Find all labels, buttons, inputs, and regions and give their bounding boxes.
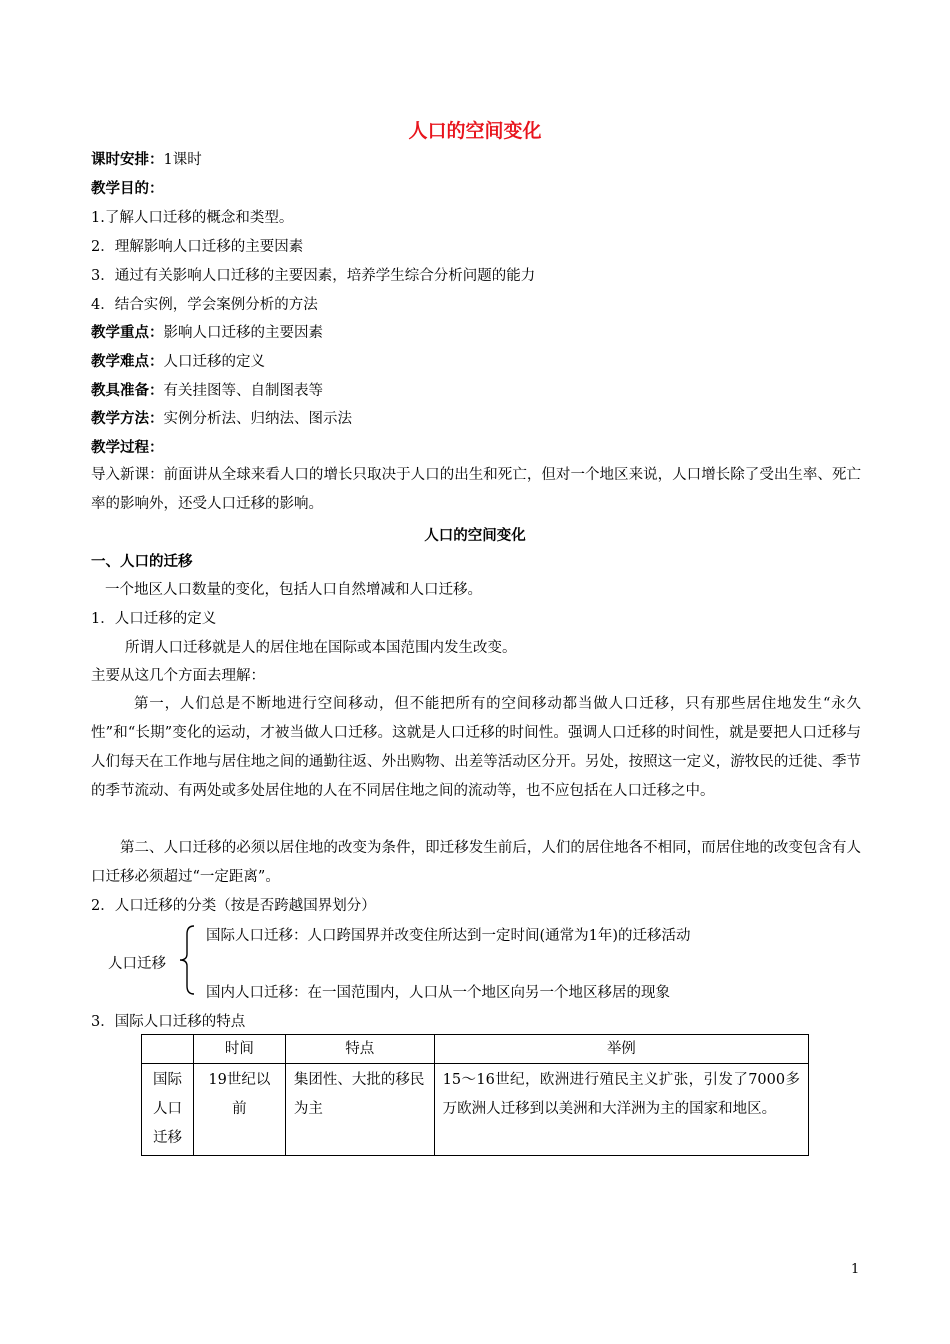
classification-international: 国际人口迁移：人口跨国界并改变住所达到一定时间(通常为1年)的迁移活动 bbox=[206, 928, 691, 944]
table-header-cell: 举例 bbox=[434, 1035, 808, 1064]
focus-value: 影响人口迁移的主要因素 bbox=[163, 325, 323, 341]
table-header-cell bbox=[142, 1035, 194, 1064]
brace-icon bbox=[176, 924, 200, 996]
table-row bbox=[142, 1064, 809, 1156]
goal-item: 4．结合实例，学会案例分析的方法 bbox=[91, 297, 318, 313]
migration-features-table bbox=[141, 1034, 809, 1156]
goal-item: 3．通过有关影响人口迁移的主要因素，培养学生综合分析问题的能力 bbox=[91, 268, 536, 284]
classification-title: 2．人口迁移的分类（按是否跨越国界划分） bbox=[91, 898, 376, 914]
schedule-line bbox=[91, 150, 202, 170]
part1-title: 一、人口的迁移 bbox=[91, 554, 193, 570]
table-cell-time: 19世纪以前 bbox=[193, 1064, 285, 1156]
schedule-value: 1课时 bbox=[163, 152, 202, 168]
focus-line bbox=[91, 323, 323, 343]
goal-item: 2．理解影响人口迁移的主要因素 bbox=[91, 239, 304, 255]
part1-intro: 一个地区人口数量的变化，包括人口自然增减和人口迁移。 bbox=[105, 582, 482, 598]
table-header-row bbox=[142, 1035, 809, 1064]
table-cell-example: 15～16世纪，欧洲进行殖民主义扩张，引发了7000多万欧洲人迁移到以美洲和大洋洲为主的国家和地区。 bbox=[434, 1064, 808, 1156]
methods-line bbox=[91, 409, 352, 429]
tools-label: 教具准备： bbox=[91, 383, 164, 399]
table-cell-feature: 集团性、大批的移民为主 bbox=[285, 1064, 434, 1156]
methods-value: 实例分析法、归纳法、图示法 bbox=[163, 411, 352, 427]
classification-domestic: 国内人口迁移：在一国范围内，人口从一个地区向另一个地区移居的现象 bbox=[206, 985, 670, 1001]
section-title: 人口的空间变化 bbox=[424, 528, 526, 544]
point-one-paragraph: 第一，人们总是不断地进行空间移动，但不能把所有的空间移动都当做人口迁移，只有那些居住地发生“永久性”和“长期”变化的运动，才被当做人口迁移。这就是人口迁移的时间性。强调人口迁移的时间性，就是要把人口迁移与人们每天在工作地与居住地之间的通勤往返、外出购物、出差等活动区分开。另处，按照这一定义，游牧民的迁徙、季节的季节流动、有两处或多处居住地的人在不同居住地之间的流动等，也不应包括在人口迁移之中。 bbox=[91, 696, 861, 799]
definition-title: 1．人口迁移的定义 bbox=[91, 611, 217, 627]
difficulty-value: 人口迁移的定义 bbox=[163, 354, 265, 370]
definition-text: 所谓人口迁移就是人的居住地在国际或本国范围内发生改变。 bbox=[125, 640, 517, 656]
document-title: 人口的空间变化 bbox=[408, 120, 542, 142]
table-row-label: 国际人口迁移 bbox=[142, 1064, 194, 1156]
point-two-paragraph: 第二、人口迁移的必须以居住地的改变为条件，即迁移发生前后，人们的居住地各不相同，而居住地的改变包含有人口迁移必须超过“一定距离”。 bbox=[91, 840, 861, 885]
schedule-label: 课时安排： bbox=[91, 152, 164, 168]
features-title: 3．国际人口迁移的特点 bbox=[91, 1014, 246, 1030]
intro-paragraph: 导入新课：前面讲从全球来看人口的增长只取决于人口的出生和死亡，但对一个地区来说，人口增长除了受出生率、死亡率的影响外，还受人口迁移的影响。 bbox=[91, 467, 861, 512]
tools-value: 有关挂图等、自制图表等 bbox=[163, 383, 323, 399]
table-header-cell: 特点 bbox=[285, 1035, 434, 1064]
goal-item: 1.了解人口迁移的概念和类型。 bbox=[91, 210, 294, 226]
difficulty-label: 教学难点： bbox=[91, 354, 164, 370]
table-header-cell: 时间 bbox=[193, 1035, 285, 1064]
tools-line bbox=[91, 381, 323, 401]
process-label: 教学过程： bbox=[91, 440, 164, 456]
classification-root: 人口迁移 bbox=[108, 956, 166, 972]
focus-label: 教学重点： bbox=[91, 325, 164, 341]
page-number: 1 bbox=[851, 1262, 860, 1277]
understand-intro: 主要从这几个方面去理解： bbox=[91, 668, 265, 684]
difficulty-line bbox=[91, 352, 265, 372]
goals-label: 教学目的： bbox=[91, 181, 164, 197]
methods-label: 教学方法： bbox=[91, 411, 164, 427]
